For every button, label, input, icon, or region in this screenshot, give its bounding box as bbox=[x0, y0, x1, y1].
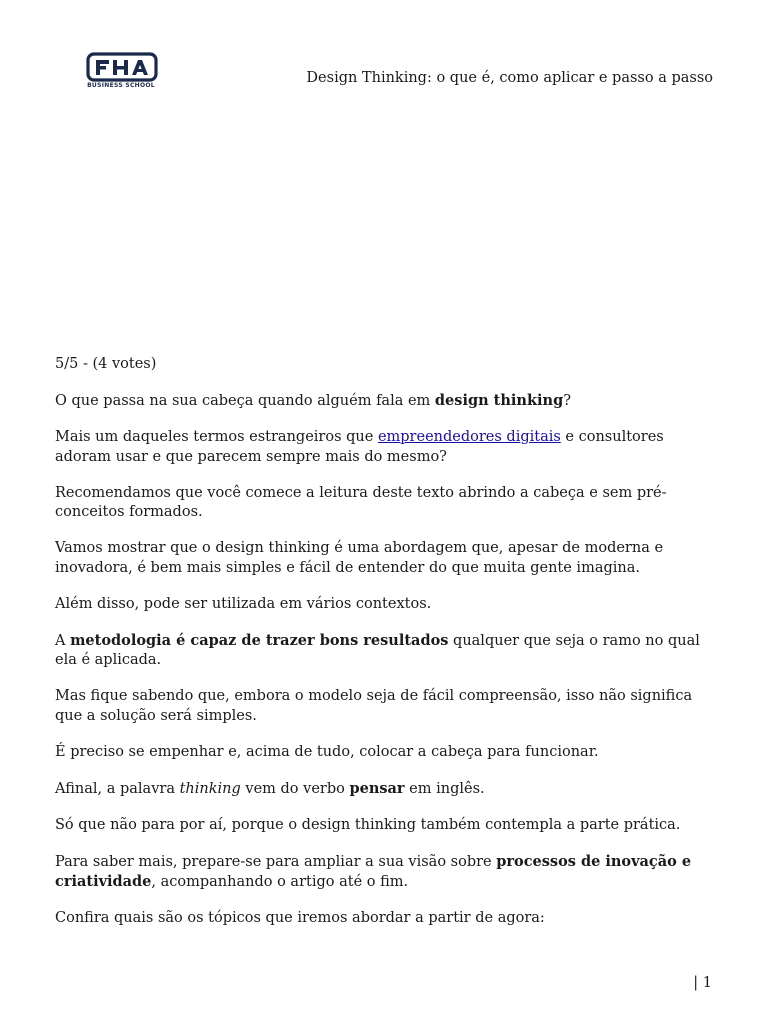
empreendedores-digitais-link[interactable]: empreendedores digitais bbox=[377, 429, 561, 445]
bold-text: metodologia é capaz de trazer bons resultados bbox=[70, 631, 449, 649]
italic-text: thinking bbox=[179, 780, 241, 797]
text-run: A bbox=[55, 632, 71, 649]
paragraph: Só que não para por aí, porque o design thinking também contempla a parte prática. bbox=[55, 816, 681, 833]
paragraph: Mas fique sabendo que, embora o modelo seja de fácil compreensão, isso não significa que a solução será simples. bbox=[55, 688, 693, 724]
paragraph bbox=[55, 631, 720, 671]
paragraph: Confira quais são os tópicos que iremos abordar a partir de agora: bbox=[55, 910, 545, 926]
text-run: vem do verbo bbox=[240, 780, 350, 797]
paragraph: Vamos mostrar que o design thinking é uma abordagem que, apesar de moderna e inovadora, é bem mais simples e fácil de entender do que muita gente imagina. bbox=[55, 540, 664, 576]
paragraph: Recomendamos que você comece a leitura deste texto abrindo a cabeça e sem pré-conceitos formados. bbox=[55, 484, 667, 520]
paragraph bbox=[55, 391, 720, 412]
paragraph: É preciso se empenhar e, acima de tudo, colocar a cabeça para funcionar. bbox=[55, 743, 599, 760]
paragraph bbox=[55, 852, 720, 893]
text-run: Mais um daqueles termos estrangeiros que bbox=[55, 429, 378, 445]
paragraph bbox=[55, 428, 720, 467]
rating-text: 5/5 - (4 votes) bbox=[55, 356, 157, 372]
bold-text: design thinking bbox=[434, 392, 564, 409]
text-run: Para saber mais, prepare-se para ampliar a sua visão sobre bbox=[55, 853, 497, 870]
paragraph: Além disso, pode ser utilizada em vários contextos. bbox=[55, 595, 432, 612]
text-run: ? bbox=[563, 393, 571, 409]
text-run: Afinal, a palavra bbox=[55, 780, 180, 797]
bold-text: pensar bbox=[349, 779, 405, 797]
bold-text: processos de inovação e criatividade bbox=[55, 852, 692, 890]
paragraph bbox=[55, 779, 720, 800]
text-run: , acompanhando o artigo até o fim. bbox=[151, 874, 409, 890]
article-body bbox=[55, 355, 720, 945]
text-run: qualquer que seja o ramo no qual ela é aplicada. bbox=[55, 632, 700, 668]
running-header-title: Design Thinking: o que é, como aplicar e passo a passo bbox=[306, 70, 713, 86]
text-run: em inglês. bbox=[404, 780, 485, 797]
text-run: O que passa na sua cabeça quando alguém fala em bbox=[55, 393, 435, 409]
text-run: e consultores adoram usar e que parecem sempre mais do mesmo? bbox=[55, 429, 664, 465]
page-number: | 1 bbox=[693, 975, 712, 991]
logo-subtitle: BUSINESS SCHOOL bbox=[87, 82, 155, 89]
